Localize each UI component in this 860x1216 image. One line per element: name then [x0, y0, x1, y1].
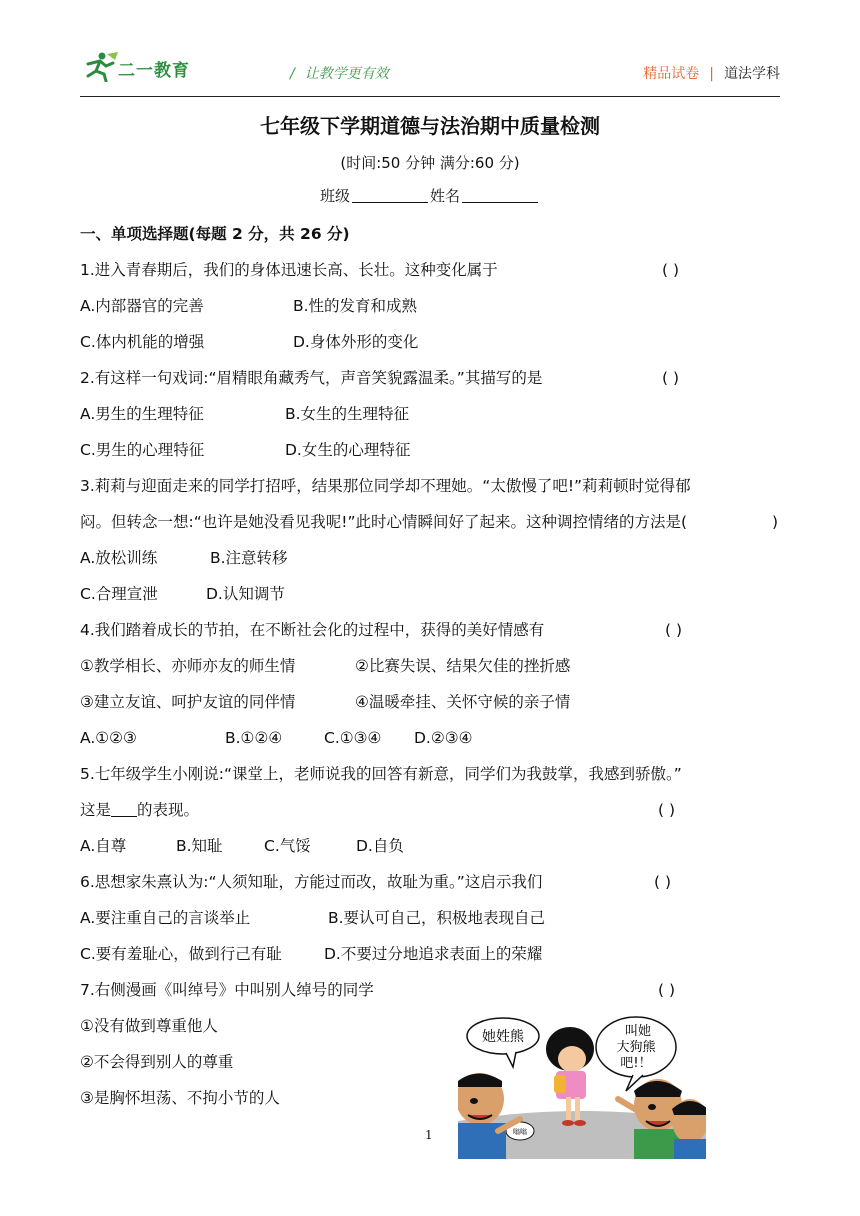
q7-item-1: ①没有做到尊重他人 [80, 1017, 218, 1035]
answer-paren-2[interactable]: ( ) [662, 369, 680, 387]
class-label: 班级 [319, 187, 350, 205]
q6-option-a: A.要注重自己的言谈举止 [80, 909, 251, 927]
question-1: 1.进入青春期后，我们的身体迅速长高、长壮。这种变化属于 [80, 261, 498, 279]
q6-option-c: C.要有羞耻心，做到行己有耻 [80, 945, 282, 963]
slogan-slash: / [290, 66, 295, 82]
question-3-line-1: 3.莉莉与迎面走来的同学打招呼，结果那位同学却不理她。“太傲慢了吧!”莉莉顿时觉得郁 [80, 477, 691, 495]
q5-option-d: D.自负 [356, 837, 404, 855]
page-number: 1 [425, 1128, 433, 1142]
answer-paren-6[interactable]: ( ) [654, 873, 672, 891]
brand-separator: | [709, 66, 714, 82]
q3-option-b: B.注意转移 [210, 549, 288, 567]
section-heading: 一、单项选择题(每题 2 分，共 26 分) [80, 225, 350, 243]
q3-option-c: C.合理宣泄 [80, 585, 158, 603]
q4-item-4: ④温暖牵挂、关怀守候的亲子情 [355, 693, 571, 711]
q4-item-2: ②比赛失误、结果欠佳的挫折感 [355, 657, 571, 675]
answer-paren-7[interactable]: ( ) [658, 981, 676, 999]
q6-option-b: B.要认可自己，积极地表现自己 [328, 909, 546, 927]
answer-paren-5[interactable]: ( ) [658, 801, 676, 819]
q4-option-d: D.②③④ [414, 729, 473, 747]
class-name-row [0, 185, 860, 206]
q5-text-after: 的表现。 [137, 801, 200, 819]
question-2: 2.有这样一句戏词:“眉精眼角藏秀气，声音笑貌露温柔。”其描写的是 [80, 369, 543, 387]
brand-left: 精品试卷 [643, 66, 700, 82]
q2-option-a: A.男生的生理特征 [80, 405, 204, 423]
q1-option-a: A.内部器官的完善 [80, 297, 204, 315]
header-divider [80, 96, 780, 97]
question-5-line-1: 5.七年级学生小刚说:“课堂上，老师说我的回答有新意，同学们为我鼓掌，我感到骄傲。” [80, 765, 682, 783]
q2-option-c: C.男生的心理特征 [80, 441, 205, 459]
q2-option-b: B.女生的生理特征 [285, 405, 410, 423]
answer-paren-3[interactable]: ) [772, 513, 779, 531]
question-3-line-2: 闷。但转念一想:“也许是她没看见我呢!”此时心情瞬间好了起来。这种调控情绪的方法是( [80, 513, 688, 531]
question-4: 4.我们踏着成长的节拍，在不断社会化的过程中，获得的美好情感有 [80, 621, 545, 639]
bubble-right-line-1: 叫她 [624, 1024, 652, 1039]
q4-item-3: ③建立友谊、呵护友谊的同伴情 [80, 693, 296, 711]
question-5-line-2 [80, 799, 199, 821]
runner-logo-icon [80, 50, 120, 82]
q4-option-a: A.①②③ [80, 729, 137, 747]
brand [643, 63, 780, 83]
q4-item-1: ①教学相长、亦师亦友的师生情 [80, 657, 296, 675]
logo [80, 50, 200, 82]
q3-option-d: D.认知调节 [206, 585, 285, 603]
q5-option-b: B.知耻 [176, 837, 223, 855]
q5-option-c: C.气馁 [264, 837, 311, 855]
exam-subtitle: (时间:50 分钟 满分:60 分) [340, 154, 520, 172]
question-7: 7.右侧漫画《叫绰号》中叫别人绰号的同学 [80, 981, 374, 999]
bubble-small-text: 嗡嗡 [513, 1128, 527, 1136]
q4-option-c: C.①③④ [324, 729, 382, 747]
question-6: 6.思想家朱熹认为:“人须知耻，方能过而改，故耻为重。”这启示我们 [80, 873, 543, 891]
slogan [290, 63, 389, 83]
q4-option-b: B.①②④ [225, 729, 283, 747]
answer-paren-4[interactable]: ( ) [665, 621, 683, 639]
q5-text-before: 这是 [80, 801, 112, 819]
bubble-left-text: 她姓熊 [482, 1029, 524, 1045]
q6-option-d: D.不要过分地追求表面上的荣耀 [324, 945, 543, 963]
name-blank[interactable] [462, 187, 538, 203]
brand-right: 道法学科 [724, 66, 780, 82]
bubble-right-line-3: 吧!！ [620, 1056, 652, 1071]
bubble-right-line-2: 大狗熊 [616, 1040, 656, 1055]
page-header [80, 44, 780, 98]
exam-title: 七年级下学期道德与法治期中质量检测 [260, 114, 600, 138]
nickname-cartoon-image [458, 1011, 706, 1159]
logo-text: 二一教育 [118, 61, 190, 81]
q7-item-3: ③是胸怀坦荡、不拘小节的人 [80, 1089, 280, 1107]
class-blank[interactable] [352, 187, 428, 203]
q1-option-d: D.身体外形的变化 [293, 333, 419, 351]
q5-option-a: A.自尊 [80, 837, 127, 855]
slogan-text: 让教学更有效 [304, 66, 389, 82]
answer-paren-1[interactable]: ( ) [662, 261, 680, 279]
q2-option-d: D.女生的心理特征 [285, 441, 411, 459]
name-label: 姓名 [430, 187, 461, 205]
q1-option-b: B.性的发育和成熟 [293, 297, 418, 315]
q7-item-2: ②不会得到别人的尊重 [80, 1053, 234, 1071]
q3-option-a: A.放松训练 [80, 549, 158, 567]
q1-option-c: C.体内机能的增强 [80, 333, 205, 351]
q5-blank[interactable] [111, 801, 137, 817]
